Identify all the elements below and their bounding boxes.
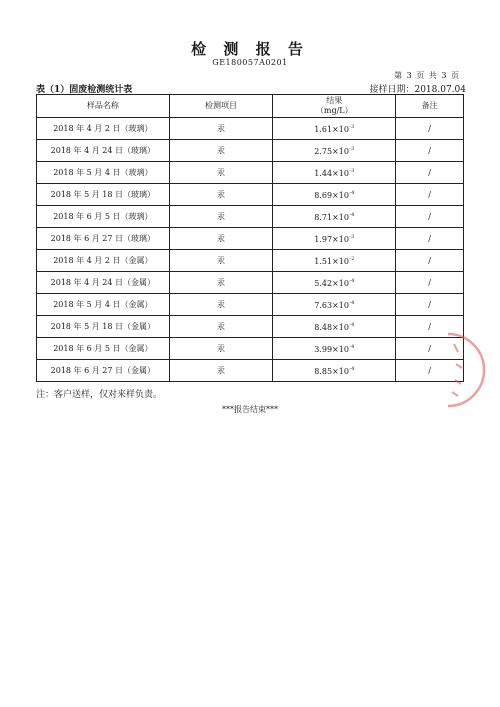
header-result xyxy=(273,95,396,118)
result-cell xyxy=(273,338,396,360)
result-cell xyxy=(273,316,396,338)
result-mantissa: 1.44×10 xyxy=(314,168,349,178)
result-mantissa: 7.63×10 xyxy=(314,300,349,310)
remark-cell: / xyxy=(396,360,464,382)
result-cell xyxy=(273,206,396,228)
test-item-cell: 汞 xyxy=(169,294,273,316)
test-item-cell: 汞 xyxy=(169,206,273,228)
test-item-cell: 汞 xyxy=(169,118,273,140)
result-mantissa: 1.61×10 xyxy=(314,124,349,134)
result-cell xyxy=(273,184,396,206)
seal-marks xyxy=(452,344,462,396)
result-exponent: -4 xyxy=(349,299,355,306)
table-row xyxy=(37,118,464,140)
result-exponent: -3 xyxy=(349,167,355,174)
results-table xyxy=(36,94,464,382)
sample-name-cell: 2018 年 6 月 5 日（金属） xyxy=(37,338,170,360)
result-cell xyxy=(273,140,396,162)
page-number: 第 3 页 共 3 页 xyxy=(394,71,460,80)
sample-name-cell: 2018 年 5 月 4 日（玻璃） xyxy=(37,162,170,184)
result-cell xyxy=(273,360,396,382)
result-exponent: -4 xyxy=(349,189,355,196)
result-mantissa: 1.51×10 xyxy=(314,256,349,266)
result-exponent: -4 xyxy=(349,321,355,328)
table-row xyxy=(37,162,464,184)
report-code: GE180057A0201 xyxy=(212,58,288,67)
table-title: 表（1）固废检测统计表 xyxy=(36,85,133,95)
received-date: 接样日期：2018.07.04 xyxy=(369,85,466,95)
result-mantissa: 2.75×10 xyxy=(314,146,349,156)
result-exponent: -3 xyxy=(349,123,355,130)
result-cell xyxy=(273,162,396,184)
test-item-cell: 汞 xyxy=(169,228,273,250)
official-seal-stamp-icon xyxy=(408,330,488,410)
result-mantissa: 5.42×10 xyxy=(314,278,349,288)
result-cell xyxy=(273,118,396,140)
remark-cell: / xyxy=(396,206,464,228)
result-cell xyxy=(273,228,396,250)
result-mantissa: 8.85×10 xyxy=(314,366,349,376)
report-title: 检 测 报 告 xyxy=(191,40,309,58)
remark-cell: / xyxy=(396,184,464,206)
result-exponent: -4 xyxy=(349,343,355,350)
table-row xyxy=(37,140,464,162)
header-test-item: 检测项目 xyxy=(169,95,273,118)
table-row xyxy=(37,206,464,228)
test-item-cell: 汞 xyxy=(169,360,273,382)
sample-name-cell: 2018 年 6 月 27 日（金属） xyxy=(37,360,170,382)
remark-cell: / xyxy=(396,250,464,272)
result-cell xyxy=(273,250,396,272)
result-exponent: -4 xyxy=(349,277,355,284)
result-mantissa: 1.97×10 xyxy=(314,234,349,244)
sample-name-cell: 2018 年 4 月 2 日（玻璃） xyxy=(37,118,170,140)
result-exponent: -4 xyxy=(349,365,355,372)
test-item-cell: 汞 xyxy=(169,250,273,272)
sample-name-cell: 2018 年 4 月 24 日（金属） xyxy=(37,272,170,294)
table-row xyxy=(37,184,464,206)
table-header-row xyxy=(37,95,464,118)
sample-name-cell: 2018 年 5 月 18 日（玻璃） xyxy=(37,184,170,206)
table-row xyxy=(37,294,464,316)
result-cell xyxy=(273,272,396,294)
report-end-marker: ***报告结束*** xyxy=(222,405,278,414)
sample-name-cell: 2018 年 6 月 5 日（玻璃） xyxy=(37,206,170,228)
table-row xyxy=(37,316,464,338)
sample-name-cell: 2018 年 5 月 18 日（金属） xyxy=(37,316,170,338)
header-remark: 备注 xyxy=(396,95,464,118)
result-exponent: -3 xyxy=(349,233,355,240)
remark-cell: / xyxy=(396,118,464,140)
sample-name-cell: 2018 年 4 月 24 日（玻璃） xyxy=(37,140,170,162)
table-row xyxy=(37,250,464,272)
header-result-unit: （mg/L） xyxy=(315,106,353,115)
sample-name-cell: 2018 年 6 月 27 日（玻璃） xyxy=(37,228,170,250)
table-row xyxy=(37,228,464,250)
remark-cell: / xyxy=(396,338,464,360)
remark-cell: / xyxy=(396,228,464,250)
remark-cell: / xyxy=(396,294,464,316)
remark-cell: / xyxy=(396,162,464,184)
test-item-cell: 汞 xyxy=(169,184,273,206)
table-body xyxy=(37,118,464,382)
remark-cell: / xyxy=(396,140,464,162)
test-item-cell: 汞 xyxy=(169,338,273,360)
table-row xyxy=(37,360,464,382)
table-row xyxy=(37,338,464,360)
result-mantissa: 8.69×10 xyxy=(314,190,349,200)
test-item-cell: 汞 xyxy=(169,272,273,294)
result-mantissa: 8.48×10 xyxy=(314,322,349,332)
header-sample-name: 样品名称 xyxy=(37,95,170,118)
test-item-cell: 汞 xyxy=(169,140,273,162)
sample-name-cell: 2018 年 5 月 4 日（金属） xyxy=(37,294,170,316)
table-row xyxy=(37,272,464,294)
remark-cell: / xyxy=(396,272,464,294)
test-item-cell: 汞 xyxy=(169,162,273,184)
result-mantissa: 3.99×10 xyxy=(314,344,349,354)
result-mantissa: 8.71×10 xyxy=(314,212,349,222)
result-exponent: -2 xyxy=(349,255,355,262)
result-cell xyxy=(273,294,396,316)
result-exponent: -4 xyxy=(349,211,355,218)
test-item-cell: 汞 xyxy=(169,316,273,338)
footnote: 注：客户送样，仅对来样负责。 xyxy=(36,390,163,400)
remark-cell: / xyxy=(396,316,464,338)
header-result-label: 结果 xyxy=(326,96,343,105)
result-exponent: -3 xyxy=(349,145,355,152)
sample-name-cell: 2018 年 4 月 2 日（金属） xyxy=(37,250,170,272)
